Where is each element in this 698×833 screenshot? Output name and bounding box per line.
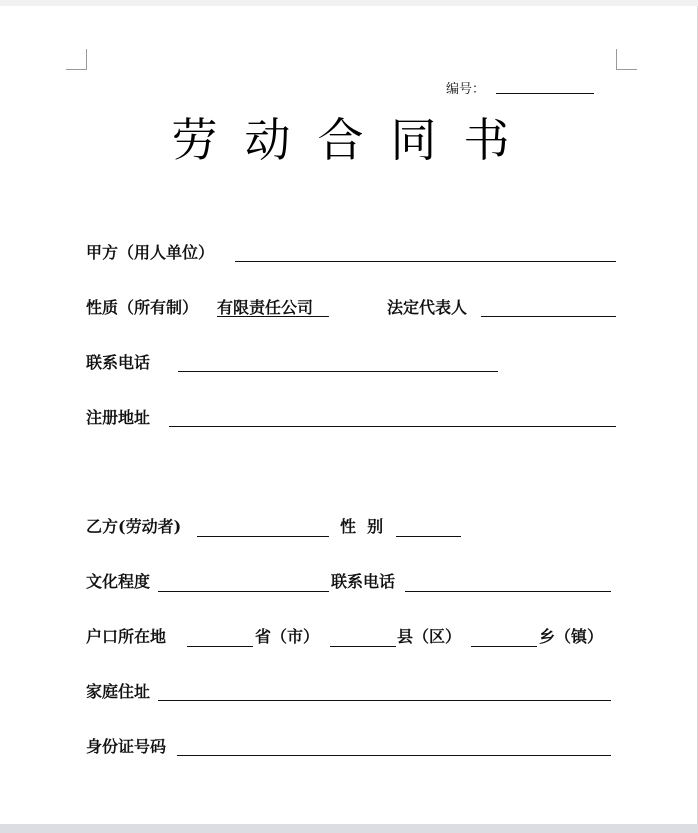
party-b-id-number-field[interactable] <box>177 755 611 756</box>
party-b-gender-field[interactable] <box>396 536 461 537</box>
party-b-county-field[interactable] <box>330 646 396 647</box>
party-b-phone-label: 联系电话 <box>331 572 396 591</box>
party-a-name-field[interactable] <box>235 261 616 262</box>
party-b-name-label: 乙方(劳动者) <box>86 517 182 536</box>
party-b-province-field[interactable] <box>187 646 253 647</box>
party-b-gender-label: 性 别 <box>340 517 384 536</box>
corner-mark-left <box>66 49 87 70</box>
party-a-legal-rep-field[interactable] <box>481 316 616 317</box>
serial-number-field[interactable] <box>496 93 594 94</box>
party-a-nature-underline <box>217 316 329 317</box>
party-a-phone-field[interactable] <box>178 371 498 372</box>
bottom-strip <box>0 824 698 833</box>
serial-number-label: 编号： <box>446 82 486 97</box>
party-b-home-address-label: 家庭住址 <box>86 682 151 701</box>
party-a-address-label: 注册地址 <box>86 408 151 427</box>
document-title: 劳动合同书 <box>171 113 537 167</box>
party-b-town-label: 乡（镇） <box>539 627 604 646</box>
party-a-nature-value: 有限责任公司 <box>217 298 314 317</box>
corner-mark-right <box>616 49 637 70</box>
party-b-education-field[interactable] <box>158 591 329 592</box>
party-b-town-field[interactable] <box>471 646 537 647</box>
party-a-nature-label: 性质（所有制） <box>86 298 199 317</box>
party-b-county-label: 县（区） <box>397 627 462 646</box>
party-b-home-address-field[interactable] <box>158 700 611 701</box>
party-b-education-label: 文化程度 <box>86 572 151 591</box>
party-a-name-label: 甲方（用人单位） <box>86 243 215 262</box>
party-b-phone-field[interactable] <box>405 591 611 592</box>
party-a-address-field[interactable] <box>169 426 616 427</box>
party-a-legal-rep-label: 法定代表人 <box>387 298 468 317</box>
party-b-hukou-label: 户口所在地 <box>86 627 167 646</box>
party-b-id-number-label: 身份证号码 <box>86 737 167 756</box>
party-b-name-field[interactable] <box>197 536 329 537</box>
party-b-province-label: 省（市） <box>255 627 320 646</box>
party-a-phone-label: 联系电话 <box>86 353 151 372</box>
